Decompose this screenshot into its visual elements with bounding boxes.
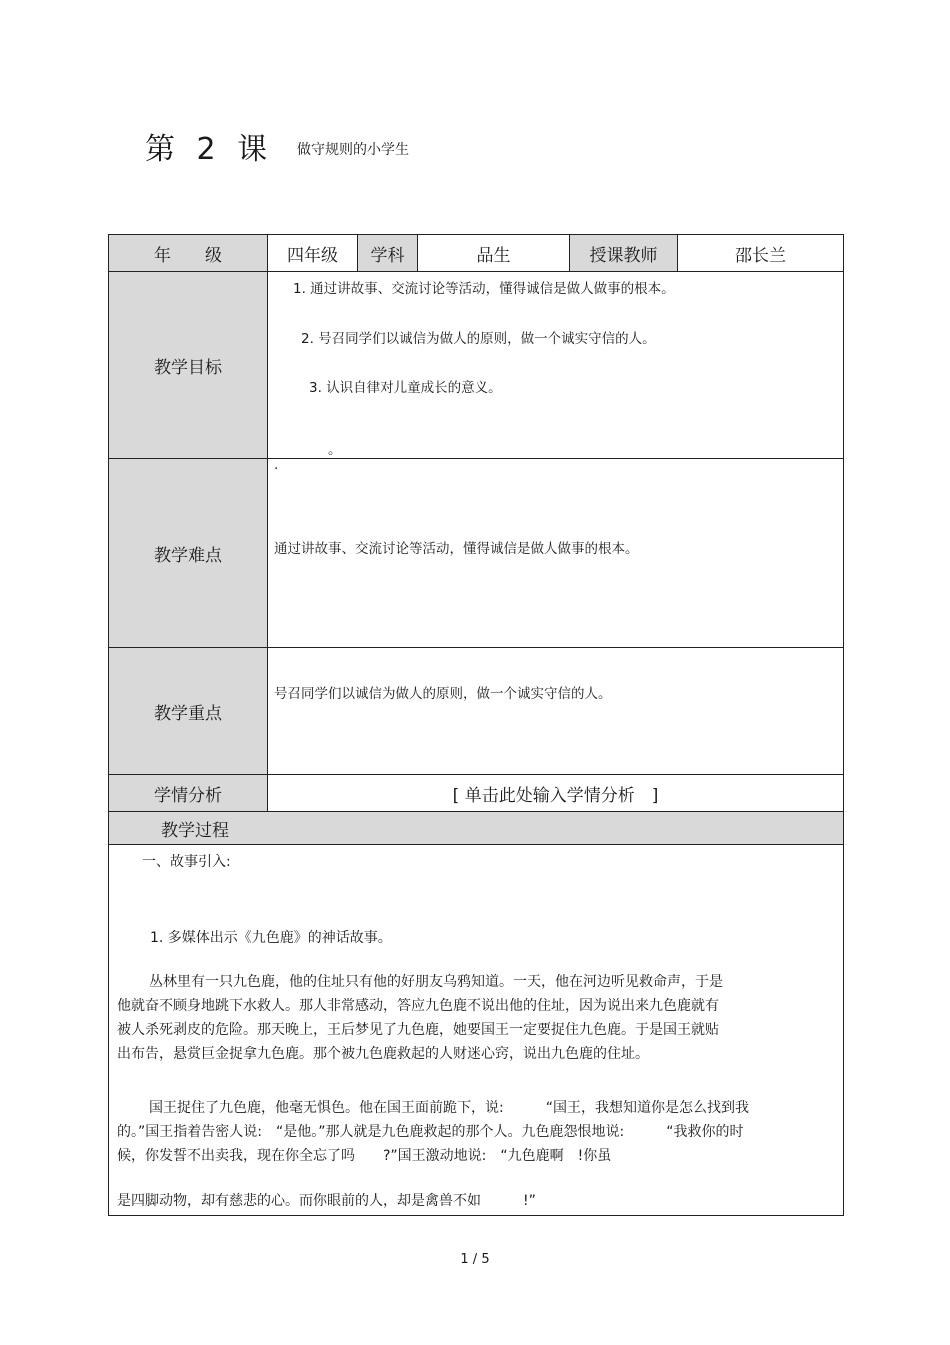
- process-line: 他就奋不顾身地跳下水救人。那人非常感动，答应九色鹿不说出他的住址，因为说出来九色鹿就有: [117, 998, 719, 1014]
- goal-item-1: 1. 通过讲故事、交流讨论等活动，懂得诚信是做人做事的根本。: [293, 281, 675, 297]
- lesson-subtitle: 做守规则的小学生: [297, 142, 409, 158]
- page-indicator: 1 / 5: [460, 1252, 490, 1267]
- key-point-label: 教学重点: [109, 648, 268, 775]
- grade-label: 年 级: [109, 235, 268, 272]
- teacher-label: 授课教师: [570, 235, 678, 272]
- process-cell: [109, 845, 844, 1216]
- process-line: 一、故事引入:: [142, 854, 231, 870]
- subject-label: 学科: [358, 235, 418, 272]
- key-point-text: 号召同学们以诚信为做人的原则，做一个诚实守信的人。: [274, 686, 612, 702]
- goal-item-2: 2. 号召同学们以诚信为做人的原则，做一个诚实守信的人。: [301, 331, 656, 347]
- difficulty-dot: ·: [274, 461, 279, 477]
- key-point-cell: [268, 648, 844, 775]
- process-line: 被人杀死剥皮的危险。那天晚上，王后梦见了九色鹿，她要国王一定要捉住九色鹿。于是国王就贴: [117, 1022, 719, 1038]
- goal-item-3: 3. 认识自律对儿童成长的意义。: [309, 380, 502, 396]
- process-line: 的。”国王指着告密人说: “是他。”那人就是九色鹿救起的那个人。九色鹿怨恨地说: “我救你的时: [117, 1124, 744, 1140]
- process-line: 丛林里有一只九色鹿，他的住址只有他的好朋友乌鸦知道。一天，他在河边听见救命声，于是: [149, 974, 723, 990]
- process-line: 出布告，悬赏巨金捉拿九色鹿。那个被九色鹿救起的人财迷心窍，说出九色鹿的住址。: [117, 1046, 649, 1062]
- goals-label: 教学目标: [109, 272, 268, 459]
- process-line: 国王捉住了九色鹿，他毫无惧色。他在国王面前跪下，说: “国王，我想知道你是怎么找到我: [149, 1100, 749, 1116]
- grade-value: 四年级: [268, 235, 358, 272]
- lesson-number: 第 2 课: [145, 132, 274, 167]
- difficulty-label: 教学难点: [109, 459, 268, 648]
- difficulty-cell: [268, 459, 844, 648]
- goal-trailing-mark: 。: [328, 442, 342, 458]
- process-label: 教学过程: [109, 812, 844, 845]
- difficulty-text: 通过讲故事、交流讨论等活动，懂得诚信是做人做事的根本。: [274, 541, 639, 557]
- process-line: 候，你发誓不出卖我，现在你全忘了吗 ?”国王激动地说: “九色鹿啊 !你虽: [117, 1148, 612, 1164]
- analysis-label: 学情分析: [109, 775, 268, 812]
- lesson-heading: [145, 124, 273, 168]
- teacher-value: 邵长兰: [678, 235, 844, 272]
- analysis-input[interactable]: [ 单击此处输入学情分析 ]: [268, 775, 844, 812]
- process-line: 是四脚动物，却有慈悲的心。而你眼前的人，却是禽兽不如 !”: [117, 1193, 536, 1209]
- subject-value: 品生: [418, 235, 570, 272]
- goals-cell: [268, 272, 844, 459]
- process-line: 1. 多媒体出示《九色鹿》的神话故事。: [150, 930, 392, 946]
- lesson-plan-table: [108, 234, 844, 1216]
